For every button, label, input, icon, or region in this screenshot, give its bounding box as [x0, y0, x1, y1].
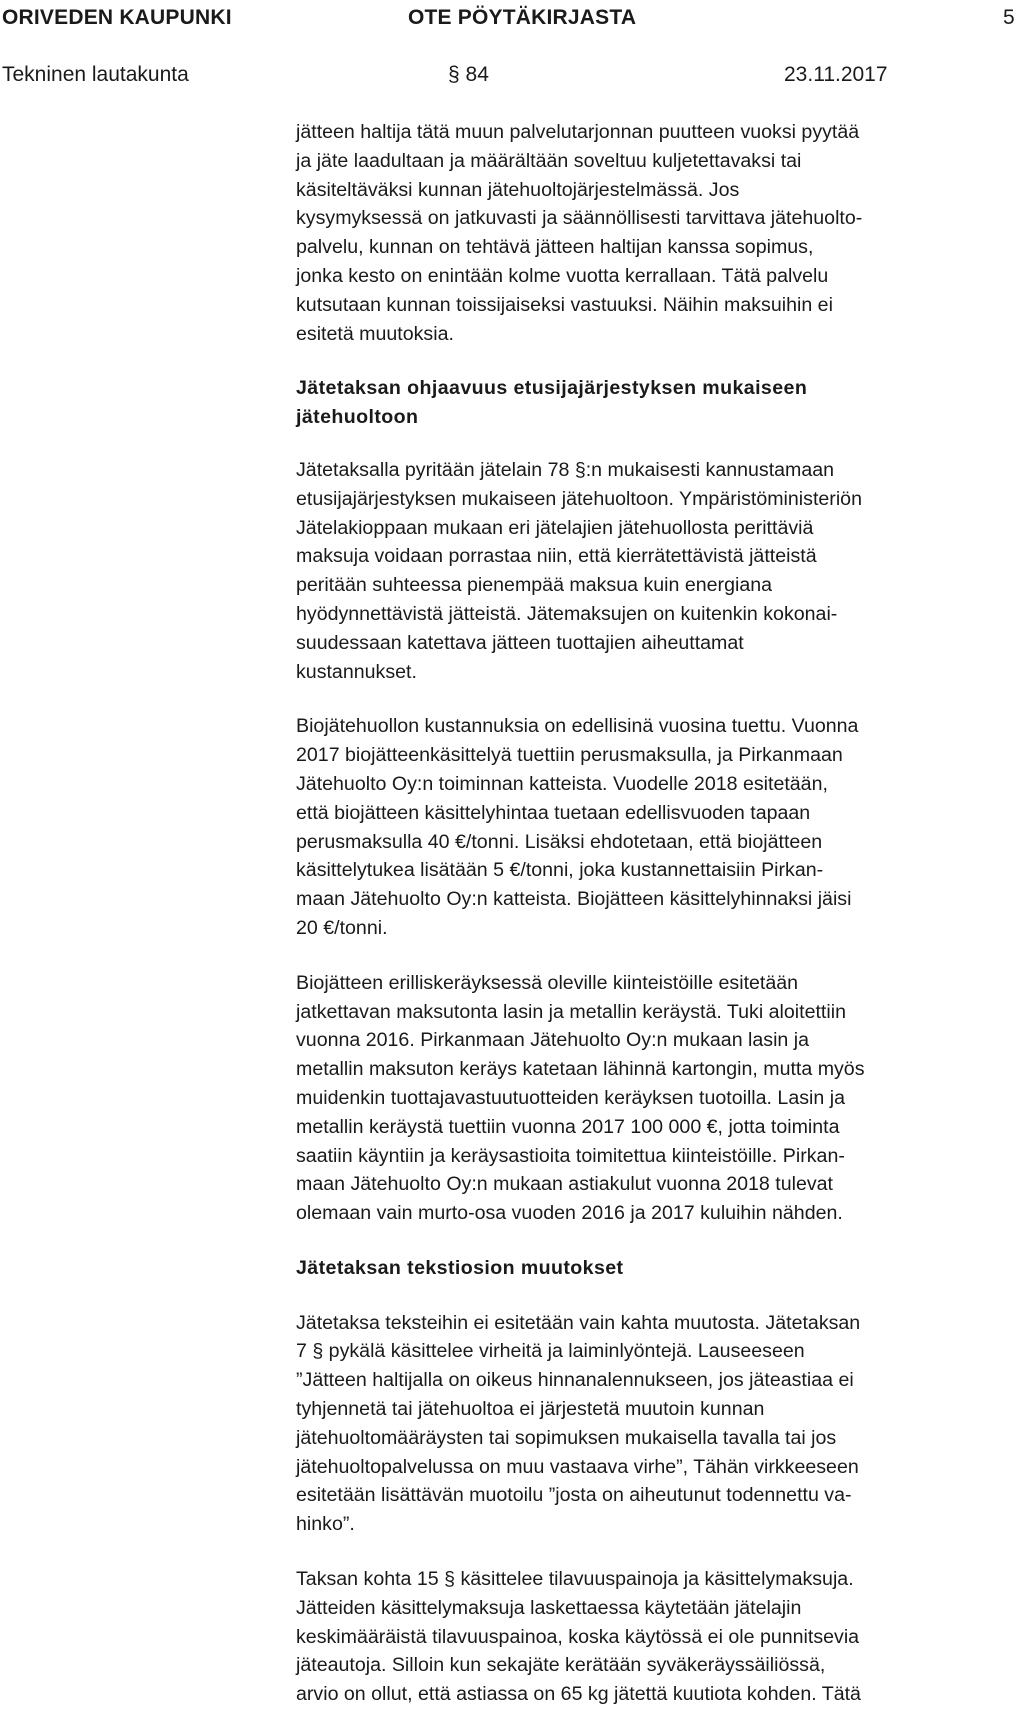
text-line: Jätehuolto Oy:n toiminnan katteista. Vuodelle 2018 esitetään, [296, 772, 828, 795]
text-line: jonka kesto on enintään kolme vuotta kerrallaan. Tätä palvelu [296, 264, 829, 287]
text-line: Jätteiden käsittelymaksuja laskettaessa käytetään jätelajin [296, 1596, 802, 1619]
text-line: vuonna 2016. Pirkanmaan Jätehuolto Oy:n mukaan lasin ja [296, 1029, 810, 1052]
text-line: Biojätehuollon kustannuksia on edellisinä vuosina tuettu. Vuonna [296, 715, 859, 738]
text-line: Jätetaksalla pyritään jätelain 78 §:n mukaisesti kannustamaan [296, 458, 835, 481]
text-line: jätteen haltija tätä muun palvelutarjonnan puutteen vuoksi pyytää [296, 121, 860, 143]
organization-name: ORIVEDEN KAUPUNKI [2, 6, 232, 29]
paragraph-5 [296, 1309, 1022, 1539]
document-body [296, 118, 1022, 1735]
text-line: 7 § pykälä käsittelee virheitä ja laiminlyöntejä. Lauseeseen [296, 1340, 805, 1363]
text-line: arvio on ollut, että astiassa on 65 kg jätettä kuutiota kohden. Tätä [296, 1683, 861, 1706]
paragraph-2 [296, 456, 1022, 686]
heading-tariff-text-changes [296, 1254, 1022, 1283]
text-line: 20 €/tonni. [296, 916, 388, 939]
text-line: esitetään lisättävän muotoilu ”josta on aiheutunut todennettu va- [296, 1484, 852, 1507]
heading-waste-tariff-guidance [296, 374, 1022, 432]
text-line: ja jäte laadultaan ja määrältään soveltuu kuljetettavaksi tai [296, 149, 802, 172]
paragraph-3 [296, 712, 1022, 942]
text-line: käsittelytukea lisätään 5 €/tonni, joka kustannettaisiin Pirkan- [296, 859, 824, 882]
text-line: etusijajärjestyksen mukaiseen jätehuoltoon. Ympäristöministeriön [296, 487, 862, 510]
section-number: § 84 [448, 63, 489, 86]
text-line: Biojätteen erilliskeräyksessä oleville kiinteistöille esitetään [296, 971, 799, 994]
text-line: muidenkin tuottajavastuutuotteiden keräyksen tuotoilla. Lasin ja [296, 1086, 845, 1109]
text-line: kutsutaan kunnan toissijaiseksi vastuuksi. Näihin maksuihin ei [296, 293, 833, 316]
text-line: metallin maksuton keräys katetaan lähinnä kartongin, mutta myös [296, 1058, 865, 1081]
text-line: jätehuoltomääräysten tai sopimuksen mukaisella tavalla tai jos [296, 1426, 837, 1449]
text-line: suudessaan katettava jätteen tuottajien aiheuttamat [296, 631, 744, 654]
text-line: käsiteltäväksi kunnan jätehuoltojärjestelmässä. Jos [296, 178, 740, 201]
text-line: ”Jätteen haltijalla on oikeus hinnanalennukseen, jos jäteastiaa ei [296, 1369, 854, 1392]
text-line: jätehuoltoon [296, 406, 419, 429]
text-line: hinko”. [296, 1513, 355, 1536]
text-line: Jätelakioppaan mukaan eri jätelajien jätehuollosta perittäviä [296, 516, 814, 539]
text-line: perusmaksulla 40 €/tonni. Lisäksi ehdotetaan, että biojätteen [296, 830, 823, 853]
text-line: Taksan kohta 15 § käsittelee tilavuuspainoja ja käsittelymaksuja. [296, 1568, 854, 1591]
text-line: kysymyksessä on jatkuvasti ja säännöllisesti tarvittava jätehuolto- [296, 207, 863, 230]
text-line: 2017 biojätteenkäsittelyä tuettiin perusmaksulla, ja Pirkanmaan [296, 744, 843, 767]
meeting-date: 23.11.2017 [784, 63, 888, 86]
text-line: jäteautoja. Silloin kun sekajäte kerätään syväkeräyssäiliössä, [296, 1654, 826, 1677]
text-line: että biojätteen käsittelyhintaa tuetaan edellisvuoden tapaan [296, 801, 811, 824]
text-line: Jätetaksan ohjaavuus etusijajärjestyksen mukaiseen [296, 377, 808, 400]
paragraph-4 [296, 969, 1022, 1228]
text-line: hyödynnettävistä jätteistä. Jätemaksujen on kuitenkin kokonai- [296, 602, 838, 625]
text-line: esitetä muutoksia. [296, 322, 454, 345]
text-line: metallin keräystä tuettiin vuonna 2017 100 000 €, jotta toiminta [296, 1115, 840, 1138]
paragraph-6 [296, 1565, 1022, 1709]
text-line: jätehuoltopalvelussa on muu vastaava virhe”, Tähän virkkeeseen [296, 1455, 859, 1478]
text-line: Jätetaksan tekstiosion muutokset [296, 1256, 624, 1279]
paragraph-1 [296, 118, 1022, 348]
text-line: Jätetaksa teksteihin ei esitetään vain kahta muutosta. Jätetaksan [296, 1311, 861, 1334]
text-line: kustannukset. [296, 660, 417, 683]
text-line: maksuja voidaan porrastaa niin, että kierrätettävistä jätteistä [296, 545, 817, 568]
document-type: OTE PÖYTÄKIRJASTA [408, 6, 637, 29]
text-line: peritään suhteessa pienempää maksua kuin energiana [296, 574, 773, 597]
text-line: saatiin käyntiin ja keräysastioita toimitettua kiinteistöille. Pirkan- [296, 1144, 845, 1167]
text-line: palvelu, kunnan on tehtävä jätteen haltijan kanssa sopimus, [296, 236, 814, 259]
text-line: olemaan vain murto-osa vuoden 2016 ja 2017 kuluihin nähden. [296, 1202, 843, 1225]
text-line: jatkettavan maksutonta lasin ja metallin keräystä. Tuki aloitettiin [296, 1000, 846, 1023]
text-line: keskimääräistä tilavuuspainoa, koska käytössä ei ole punnitsevia [296, 1625, 860, 1648]
text-line: maan Jätehuolto Oy:n mukaan astiakulut vuonna 2018 tulevat [296, 1173, 834, 1196]
text-line: tyhjennetä tai jätehuoltoa ei järjestetä muutoin kunnan [296, 1398, 765, 1421]
page-number: 5 [1003, 6, 1015, 29]
committee-name: Tekninen lautakunta [2, 63, 189, 86]
text-line: maan Jätehuolto Oy:n katteista. Biojätteen käsittelyhinnaksi jäisi [296, 888, 852, 911]
